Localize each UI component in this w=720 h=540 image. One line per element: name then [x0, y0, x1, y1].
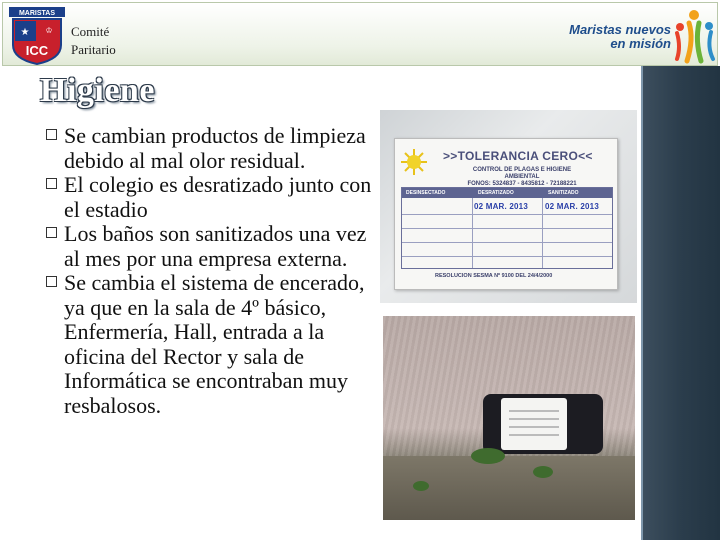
bullet-text: Los baños son sanitizados una vez al mes por una empresa externa.: [64, 221, 367, 271]
sign-footer: RESOLUCION SESMA Nº 9100 DEL 24/4/2000: [435, 273, 553, 279]
maristas-figure-logo: [669, 9, 719, 65]
bullet-text: Se cambia el sistema de encerado, ya que en la sala de 4º básico, Enfermería, Hall, entrada a la oficina del Rector y sala de Informática se encontraban muy resbalosos.: [64, 270, 365, 418]
pest-control-sign-photo: [380, 110, 637, 303]
stamp-sanitizado: 02 MAR. 2013: [545, 202, 599, 211]
bullet-checkbox-icon: [46, 178, 57, 189]
sign-table: [401, 187, 613, 269]
sign-subtitle-line: CONTROL DE PLAGAS E HIGIENE AMBIENTAL: [472, 167, 572, 180]
sign-subtitle: [457, 167, 587, 188]
bullet-checkbox-icon: [46, 129, 57, 140]
stamp-desratizado: 02 MAR. 2013: [474, 202, 528, 211]
bullet-text: Se cambian productos de limpieza debido al mal olor residual.: [64, 123, 366, 173]
bullet-list: [46, 124, 386, 418]
svg-text:♔: ♔: [45, 26, 53, 35]
bait-station-photo: [383, 316, 635, 520]
bullet-item: [46, 222, 386, 271]
bullet-item: [46, 124, 386, 173]
right-decorative-band: [641, 66, 720, 540]
brand-logo-text: [563, 23, 671, 51]
committee-line-2: Paritario: [71, 42, 116, 57]
column-sanitizado: SANITIZADO: [548, 190, 579, 196]
bullet-checkbox-icon: [46, 227, 57, 238]
school-logo-initials: ICC: [25, 43, 49, 58]
pest-control-sign: [394, 138, 618, 290]
bullet-text: El colegio es desratizado junto con el estadio: [64, 172, 372, 222]
committee-line-1: Comité: [71, 24, 110, 39]
sign-phones: FONOS: 5324837 - 8435812 - 72188221: [467, 181, 577, 187]
slide-title: Higiene: [40, 72, 155, 109]
slide-header: [2, 2, 718, 66]
sun-logo-icon: [401, 149, 427, 175]
bullet-checkbox-icon: [46, 276, 57, 287]
rodent-bait-station: [483, 394, 603, 454]
sign-table-header: [402, 188, 612, 198]
sign-title: >>TOLERANCIA CERO<<: [443, 149, 593, 163]
bullet-item: [46, 173, 386, 222]
school-shield-logo: [9, 7, 65, 65]
bait-station-label: [501, 398, 567, 450]
svg-text:★: ★: [20, 27, 30, 38]
committee-label: [71, 23, 116, 59]
school-logo-text: MARISTAS: [18, 10, 56, 17]
bullet-item: [46, 271, 386, 418]
column-desratizado: DESRATIZADO: [478, 190, 514, 196]
brand-line-1: Maristas nuevos: [569, 22, 671, 37]
brand-line-2: en misión: [610, 36, 671, 51]
column-desinsectado: DESINSECTADO: [406, 190, 446, 196]
